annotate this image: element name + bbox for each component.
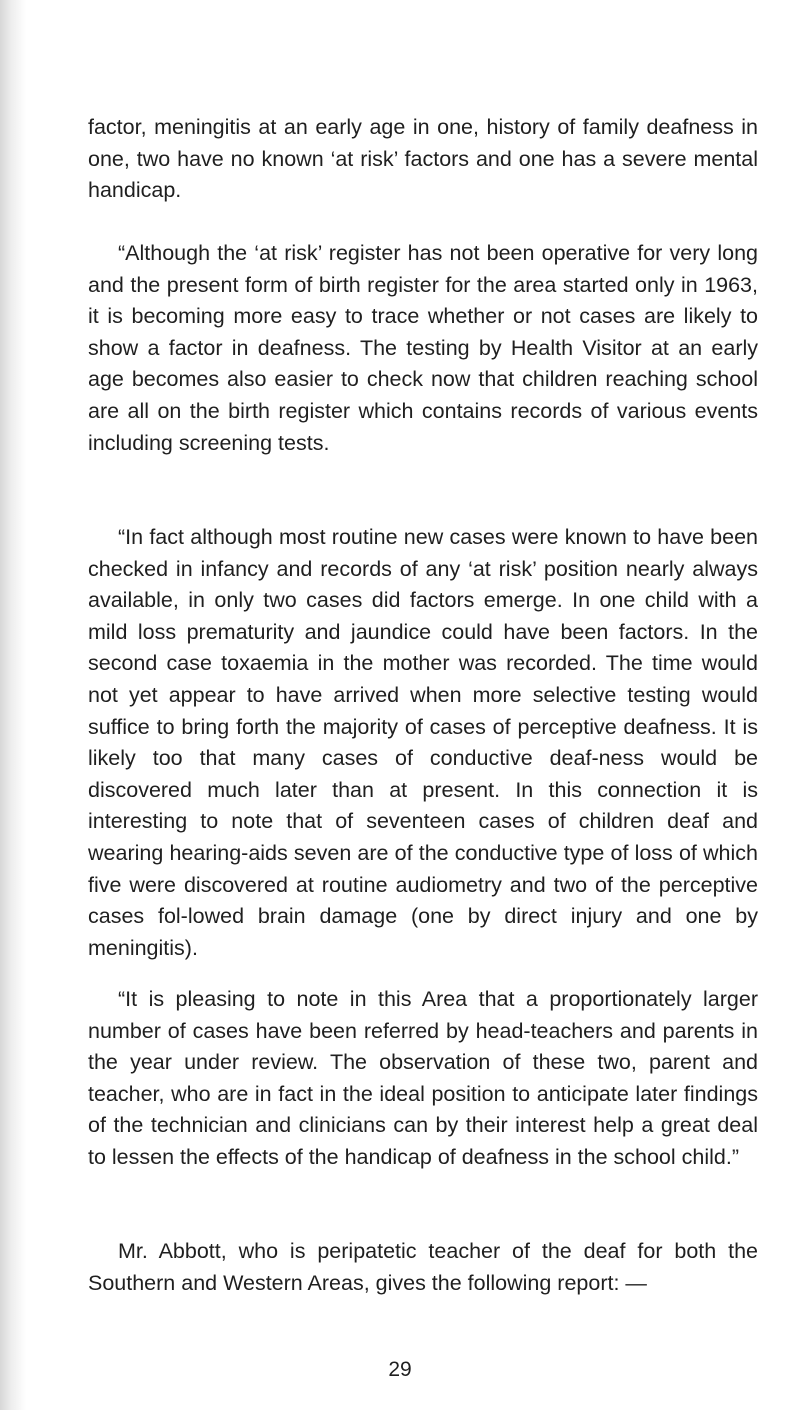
paragraph-continuation: factor, meningitis at an early age in one, history of family deafness in one, two have no known ‘at risk’ factors and one has a severe mental handicap. — [88, 115, 758, 203]
page-edge-shadow — [0, 0, 26, 1410]
paragraph-routine-cases: “In fact although most routine new cases were known to have been checked in infancy and records of any ‘at risk’ position nearly always available, in only two cases did factors emerge. In one child with a mild loss prematurity and jaundice could have been factors. In the second case toxaemia in the mother was recorded. The time would not yet appear to have arrived when more selective testing would suffice to bring forth the majority of cases of perceptive deafness. It is likely too that many cases of conductive deaf-ness would be discovered much later than at present. In this connection it is interesting to note that of seventeen cases of children deaf and wearing hearing-aids seven are of the conductive type of loss of which five were discovered at routine audiometry and two of the perceptive cases fol-lowed brain damage (one by direct injury and one by meningitis). — [88, 525, 758, 960]
paragraph-mr-abbott: Mr. Abbott, who is peripatetic teacher of the deaf for both the Southern and Western Areas, gives the following report: — — [88, 1239, 758, 1295]
page-number: 29 — [388, 1358, 412, 1381]
paragraph-at-risk-register: “Although the ‘at risk’ register has not been operative for very long and the present form of birth register for the area started only in 1963, it is becoming more easy to trace whether or not cases are likely to show a factor in deafness. The testing by Health Visitor at an early age becomes also easier to check now that children reaching school are all on the birth register which contains records of various events including screening tests. — [88, 241, 758, 455]
paragraph-referrals: “It is pleasing to note in this Area that a proportionately larger number of cases have been referred by head-teachers and parents in the year under review. The observation of these two, parent and teacher, who are in fact in the ideal position to anticipate later findings of the technician and clinicians can by their interest help a great deal to lessen the effects of the handicap of deafness in the school child.” — [88, 987, 758, 1169]
